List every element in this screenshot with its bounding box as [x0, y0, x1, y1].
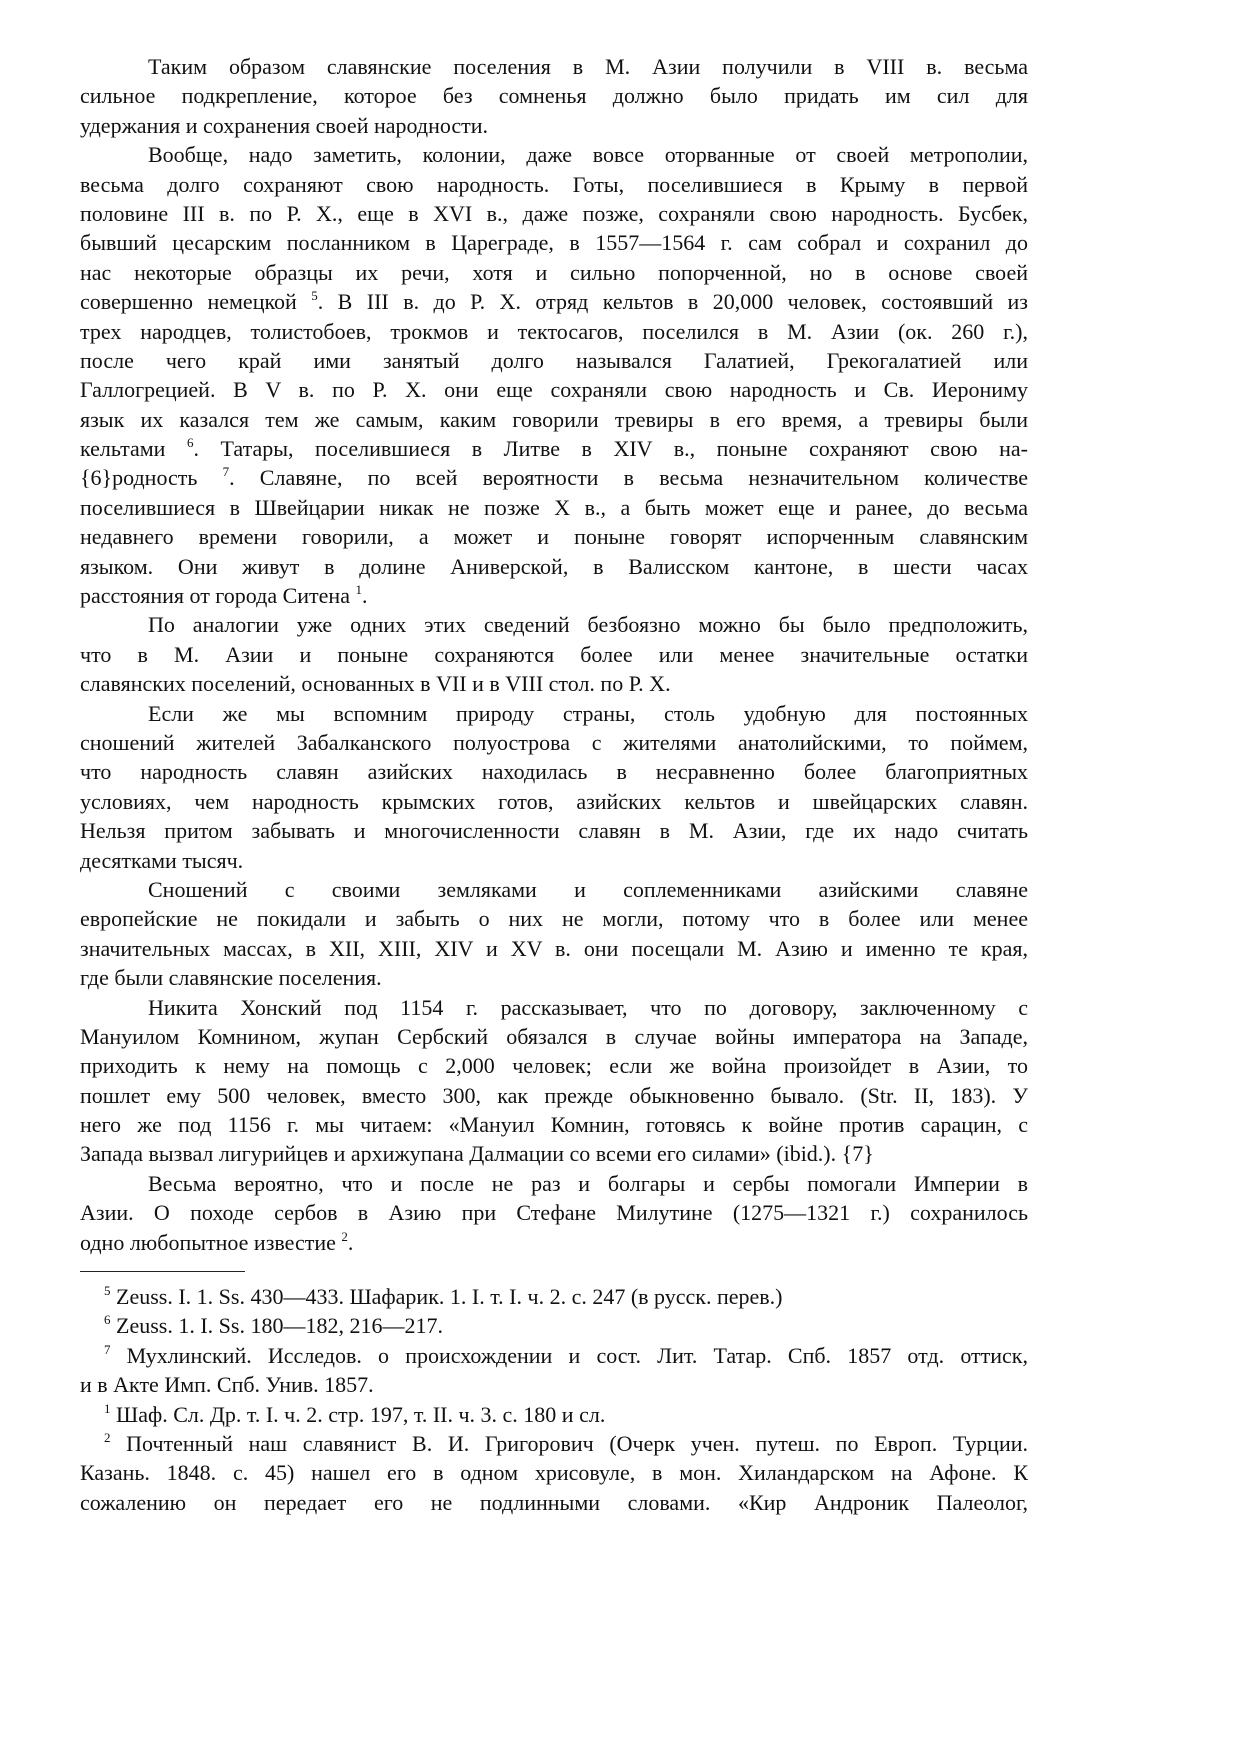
text-segment: недавнего времени говорили, а может и поныне говорят испорченным славянским: [80, 524, 1028, 550]
text-segment: Казань. 1848. с. 45) нашел его в одном хрисовуле, в мон. Хиландарском на Афоне. К: [80, 1460, 1028, 1486]
text-segment: Если же мы вспомним природу страны, столь удобную для постоянных: [148, 700, 1028, 726]
text-segment: Мухлинский. Исследов. о происхождении и сост. Лит. Татар. Спб. 1857 отд. оттиск,: [110, 1342, 1028, 1368]
text-line: [80, 522, 1028, 551]
text-line: [80, 787, 1028, 816]
text-segment: нас некоторые образцы их речи, хотя и сильно попорченной, но в основе своей: [80, 259, 1028, 285]
text-line: [80, 669, 1028, 698]
text-segment: По аналогии уже одних этих сведений безбоязно можно бы было предположить,: [148, 612, 1028, 638]
text-line: [80, 493, 1028, 522]
text-line: [80, 846, 1028, 875]
text-segment: после чего край ими занятый долго назывался Галатией, Грекогалатией или: [80, 347, 1028, 373]
footnote-marker: 5: [311, 288, 318, 304]
text-line: [80, 610, 1028, 639]
text-segment: трех народцев, толистобоев, трокмов и тектосагов, поселился в М. Азии (ок. 260 г.),: [80, 318, 1028, 344]
footnote: [80, 1429, 1028, 1517]
text-line: [80, 1370, 1028, 1399]
text-segment: бывший цесарским посланником в Цареграде, в 1557—1564 г. сам собрал и сохранил до: [80, 230, 1028, 256]
text-segment: языком. Они живут в долине Аниверской, в Валисском кантоне, в шести часах: [80, 553, 1028, 579]
text-segment: Нельзя притом забывать и многочисленности славян в М. Азии, где их надо считать: [80, 818, 1028, 844]
footnote-marker: 5: [104, 1283, 111, 1298]
text-line: [80, 757, 1028, 786]
footnote: [80, 1341, 1028, 1400]
text-segment: сношений жителей Забалканского полуострова с жителями анатолийскими, то поймем,: [80, 729, 1028, 755]
paragraph: [80, 52, 1028, 140]
text-line: [80, 317, 1028, 346]
text-segment: пошлет ему 500 человек, вместо 300, как прежде обыкновенно бывало. (Str. II, 183). У: [80, 1082, 1028, 1108]
text-segment: что народность славян азийских находилась в несравненно более благоприятных: [80, 759, 1028, 785]
text-segment: Мануилом Комнином, жупан Сербский обязался в случае войны императора на Западе,: [80, 1023, 1028, 1049]
footnote-divider: [80, 1271, 245, 1272]
text-line: [80, 1311, 1028, 1340]
text-line: [80, 552, 1028, 581]
text-segment: {6}родность: [80, 465, 223, 491]
text-line: [80, 1022, 1028, 1051]
text-segment: десятками тысяч.: [80, 847, 244, 873]
footnotes: [80, 1282, 1028, 1517]
text-segment: и в Акте Имп. Спб. Унив. 1857.: [80, 1372, 374, 1398]
text-segment: приходить к нему на помощь с 2,000 человек; если же война произойдет в Азии, то: [80, 1053, 1028, 1079]
text-line: [80, 1282, 1028, 1311]
body-text: [80, 52, 1028, 1257]
text-segment: . Татары, поселившиеся в Литве в XIV в., поныне сохраняют свою на-: [193, 436, 1029, 462]
text-line: [80, 228, 1028, 257]
text-line: [80, 963, 1028, 992]
text-segment: Запада вызвал лигурийцев и архижупана Далмации со всеми его силами» (ibid.). {7}: [80, 1141, 874, 1167]
paragraph: [80, 140, 1028, 610]
text-line: [80, 346, 1028, 375]
text-line: [80, 1081, 1028, 1110]
text-line: [80, 1139, 1028, 1168]
text-segment: язык их казался тем же самым, каким говорили тревиры в его время, а тревиры были: [80, 406, 1028, 432]
text-segment: него же под 1156 г. мы читаем: «Мануил Комнин, готовясь к войне против сарацин, с: [80, 1112, 1028, 1138]
text-segment: совершенно немецкой: [80, 289, 312, 315]
text-line: [80, 111, 1028, 140]
text-segment: где были славянские поселения.: [80, 965, 382, 991]
text-segment: европейские не покидали и забыть о них не могли, потому что в более или менее: [80, 906, 1028, 932]
text-line: [80, 1051, 1028, 1080]
text-segment: . В III в. до Р. Х. отряд кельтов в 20,000 человек, состоявший из: [317, 289, 1028, 315]
text-segment: Галлогрецией. В V в. по Р. Х. они еще сохраняли свою народность и Св. Иерониму: [80, 377, 1028, 403]
paragraph: [80, 610, 1028, 698]
text-line: [80, 728, 1028, 757]
text-segment: одно любопытное известие: [80, 1229, 342, 1255]
footnote-marker: 7: [222, 464, 230, 480]
footnote: [80, 1282, 1028, 1311]
footnote-marker: 1: [104, 1400, 111, 1416]
text-line: [80, 816, 1028, 845]
text-line: [80, 1488, 1028, 1517]
text-segment: Весьма вероятно, что и после не раз и болгары и сербы помогали Империи в: [148, 1170, 1028, 1196]
text-segment: кельтами: [80, 436, 187, 462]
text-segment: Сношений с своими земляками и соплеменниками азийскими славяне: [148, 876, 1028, 902]
footnote-marker: 6: [186, 435, 194, 451]
text-segment: .: [347, 1229, 354, 1255]
text-line: [80, 463, 1028, 492]
footnote-marker: 2: [341, 1228, 348, 1244]
text-line: [80, 934, 1028, 963]
text-line: [80, 1198, 1028, 1227]
text-line: [80, 1341, 1028, 1370]
paragraph: [80, 875, 1028, 993]
footnote-marker: 7: [104, 1341, 111, 1357]
text-line: [80, 81, 1028, 110]
text-line: [80, 1228, 1028, 1257]
text-segment: Почтенный наш славянист В. И. Григорович (Очерк учен. путеш. по Европ. Турции.: [110, 1430, 1028, 1456]
text-line: [80, 52, 1028, 81]
text-line: [80, 1400, 1028, 1429]
text-line: [80, 258, 1028, 287]
text-line: [80, 875, 1028, 904]
text-segment: Таким образом славянские поселения в М. Азии получили в VIII в. весьма: [148, 54, 1028, 79]
text-segment: славянских поселений, основанных в VII и в VIII стол. по Р. Х.: [80, 671, 671, 697]
text-line: [80, 140, 1028, 169]
text-line: [80, 1110, 1028, 1139]
text-segment: .: [361, 583, 368, 609]
text-segment: что в М. Азии и поныне сохраняются более или менее значительные остатки: [80, 641, 1028, 667]
text-segment: половине III в. по Р. Х., еще в XVI в., даже позже, сохраняли свою народность. Бусбек,: [80, 200, 1028, 226]
text-line: [80, 993, 1028, 1022]
text-segment: Азии. О походе сербов в Азию при Стефане Милутине (1275—1321 г.) сохранилось: [80, 1200, 1028, 1226]
text-line: [80, 640, 1028, 669]
text-line: [80, 699, 1028, 728]
text-segment: удержания и сохранения своей народности.: [80, 112, 489, 138]
text-segment: весьма долго сохраняют свою народность. Готы, поселившиеся в Крыму в первой: [80, 171, 1028, 197]
text-line: [80, 170, 1028, 199]
text-line: [80, 199, 1028, 228]
text-line: [80, 375, 1028, 404]
text-line: [80, 1429, 1028, 1458]
text-line: [80, 904, 1028, 933]
text-segment: сожалению он передает его не подлинными словами. «Кир Андроник Палеолог,: [80, 1489, 1028, 1515]
text-segment: условиях, чем народность крымских готов, азийских кельтов и швейцарских славян.: [80, 788, 1028, 814]
footnote-marker: 2: [104, 1429, 111, 1445]
footnote-marker: 1: [355, 582, 362, 598]
paragraph: [80, 1169, 1028, 1257]
text-segment: сильное подкрепление, которое без сомненья должно было придать им сил для: [80, 83, 1028, 109]
footnote: [80, 1400, 1028, 1429]
footnote-marker: 6: [104, 1312, 111, 1328]
text-segment: Никита Хонский под 1154 г. рассказывает, что по договору, заключенному с: [148, 994, 1028, 1020]
text-line: [80, 1458, 1028, 1487]
text-segment: Zeuss. I. 1. Ss. 430—433. Шафарик. 1. I. т. I. ч. 2. с. 247 (в русск. перев.): [110, 1284, 783, 1309]
text-line: [80, 405, 1028, 434]
paragraph: [80, 993, 1028, 1169]
text-segment: значительных массах, в XII, XIII, XIV и XV в. они посещали М. Азию и именно те края,: [80, 935, 1028, 961]
text-segment: поселившиеся в Швейцарии никак не позже X в., а быть может еще и ранее, до весьма: [80, 494, 1028, 520]
text-segment: Шаф. Сл. Др. т. I. ч. 2. стр. 197, т. II. ч. 3. с. 180 и сл.: [110, 1401, 606, 1427]
paragraph: [80, 699, 1028, 875]
text-line: [80, 1169, 1028, 1198]
text-segment: Zeuss. 1. I. Ss. 180—182, 216—217.: [110, 1313, 443, 1339]
text-segment: Вообще, надо заметить, колонии, даже вовсе оторванные от своей метрополии,: [148, 142, 1028, 168]
text-line: [80, 581, 1028, 610]
text-segment: расстояния от города Ситена: [80, 583, 356, 609]
text-line: [80, 434, 1028, 463]
footnote: [80, 1311, 1028, 1340]
text-line: [80, 287, 1028, 316]
text-segment: . Славяне, по всей вероятности в весьма незначительном количестве: [229, 465, 1028, 491]
